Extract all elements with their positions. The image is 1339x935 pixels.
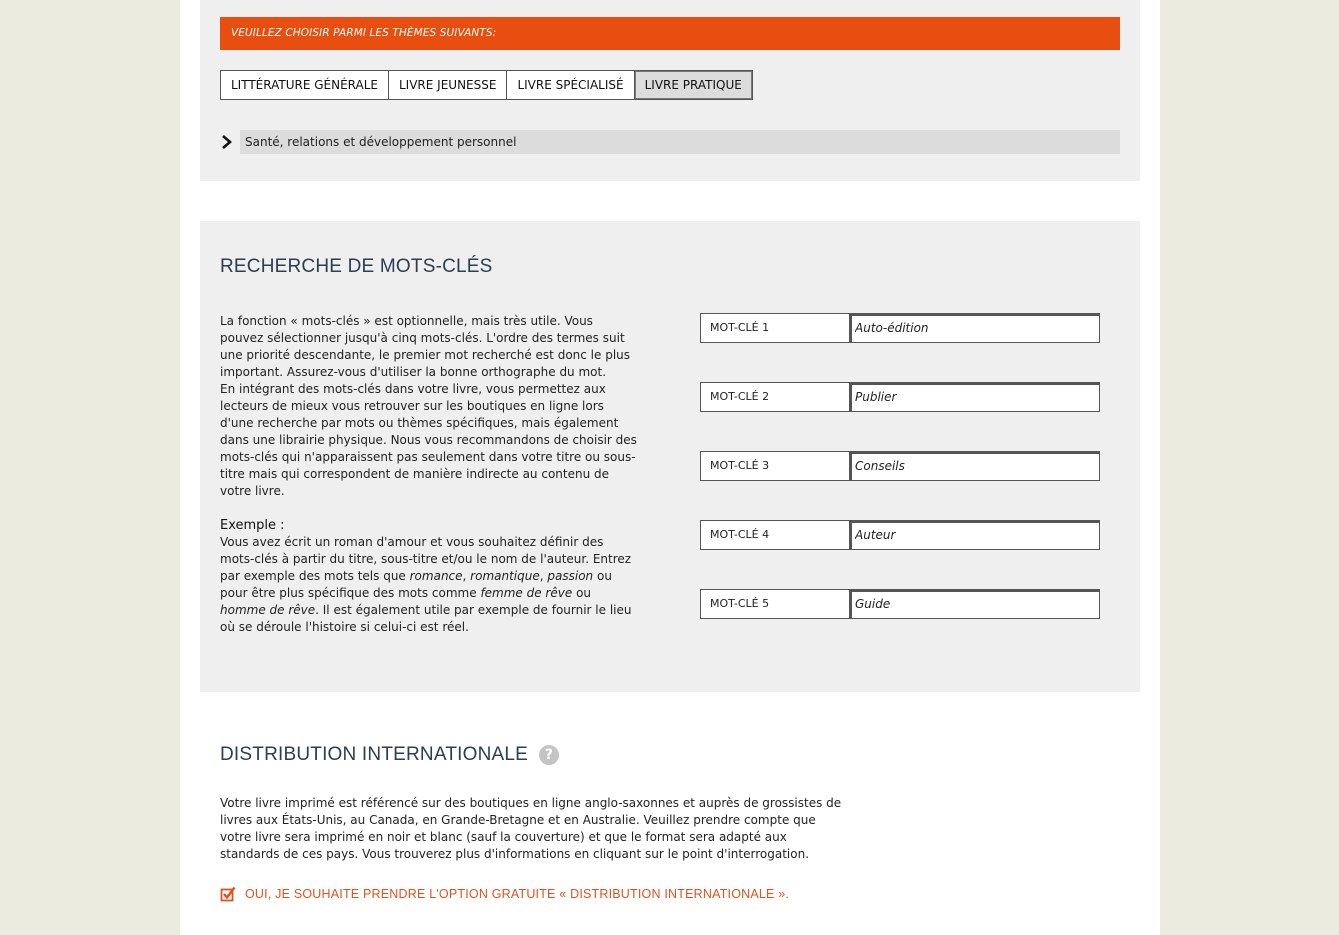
keyword-input-3[interactable] bbox=[850, 452, 1099, 480]
selected-category[interactable]: Santé, relations et développement personnel bbox=[240, 130, 1120, 154]
example-text: Vous avez écrit un roman d'amour et vous souhaitez définir des mots-clés à partir du titre, sous-titre et/ou le nom de l'auteur. Entrez par exemple des mots tels que romance, romantique, passion ou pour être plus spécifique des mots comme femme de rêve ou homme de rêve. Il est également utile par exemple de fournir le lieu où se déroule l'histoire si celui-ci est réel. bbox=[220, 535, 632, 634]
distribution-title bbox=[220, 744, 559, 766]
distribution-option-label: OUI, JE SOUHAITE PRENDRE L'OPTION GRATUITE « DISTRIBUTION INTERNATIONALE ». bbox=[245, 887, 790, 901]
keyword-field-4 bbox=[700, 520, 1100, 550]
keywords-panel bbox=[200, 221, 1140, 692]
keyword-label-2: MOT-CLÉ 2 bbox=[701, 383, 850, 411]
theme-tabs bbox=[220, 70, 753, 100]
keywords-description bbox=[220, 313, 640, 636]
page-content bbox=[180, 0, 1160, 935]
example-label: Exemple : bbox=[220, 518, 285, 533]
keyword-input-4[interactable] bbox=[850, 521, 1099, 549]
keywords-intro-2: En intégrant des mots-clés dans votre livre, vous permettez aux lecteurs de mieux vous retrouver sur les boutiques en ligne lors d'une recherche par mots ou thèmes spécifiques, mais également dans une librairie physique. Nous vous recommandons de choisir des mots-clés qui n'apparaissent pas seulement dans votre titre ou sous-titre mais qui correspondent de manière indirecte au contenu de votre livre. bbox=[220, 382, 637, 498]
keyword-label-4: MOT-CLÉ 4 bbox=[701, 521, 850, 549]
keyword-input-2[interactable] bbox=[850, 383, 1099, 411]
checkbox-checked-icon[interactable] bbox=[220, 886, 236, 902]
keyword-field-1 bbox=[700, 313, 1100, 343]
help-icon[interactable]: ? bbox=[539, 745, 559, 765]
distribution-description: Votre livre imprimé est référencé sur des boutiques en ligne anglo-saxonnes et auprès de grossistes de livres aux États-Unis, au Canada, en Grande-Bretagne et en Australie. Veuillez prendre compte que votre livre sera imprimé en noir et blanc (sauf la couverture) et que le format sera adapté aux standards de ces pays. Vous trouverez plus d'informations en cliquant sur le point d'interrogation. bbox=[220, 796, 842, 861]
themes-banner: VEUILLEZ CHOISIR PARMI LES THÈMES SUIVANTS: bbox=[220, 17, 1120, 50]
tab-litterature-generale[interactable]: LITTÉRATURE GÉNÉRALE bbox=[221, 71, 389, 99]
keyword-field-5 bbox=[700, 589, 1100, 619]
keyword-field-3 bbox=[700, 451, 1100, 481]
keywords-title: RECHERCHE DE MOTS-CLÉS bbox=[220, 256, 493, 277]
keywords-intro-1: La fonction « mots-clés » est optionnelle, mais très utile. Vous pouvez sélectionner jusqu'à cinq mots-clés. L'ordre des termes suit une priorité descendante, le premier mot recherché est donc le plus important. Assurez-vous d'utiliser la bonne orthographe du mot. bbox=[220, 314, 631, 379]
tab-livre-jeunesse[interactable]: LIVRE JEUNESSE bbox=[389, 71, 507, 99]
distribution-option[interactable] bbox=[220, 886, 789, 902]
tab-livre-pratique[interactable]: LIVRE PRATIQUE bbox=[635, 71, 752, 99]
category-accordion[interactable] bbox=[220, 130, 1120, 154]
tab-livre-specialise[interactable]: LIVRE SPÉCIALISÉ bbox=[507, 71, 634, 99]
keyword-input-5[interactable] bbox=[850, 590, 1099, 618]
keyword-input-1[interactable] bbox=[850, 314, 1099, 342]
distribution-title-text: DISTRIBUTION INTERNATIONALE bbox=[220, 744, 529, 765]
keyword-label-3: MOT-CLÉ 3 bbox=[701, 452, 850, 480]
keyword-field-2 bbox=[700, 382, 1100, 412]
keyword-label-5: MOT-CLÉ 5 bbox=[701, 590, 850, 618]
chevron-right-icon[interactable] bbox=[220, 134, 234, 150]
keyword-label-1: MOT-CLÉ 1 bbox=[701, 314, 850, 342]
themes-panel bbox=[200, 0, 1140, 181]
